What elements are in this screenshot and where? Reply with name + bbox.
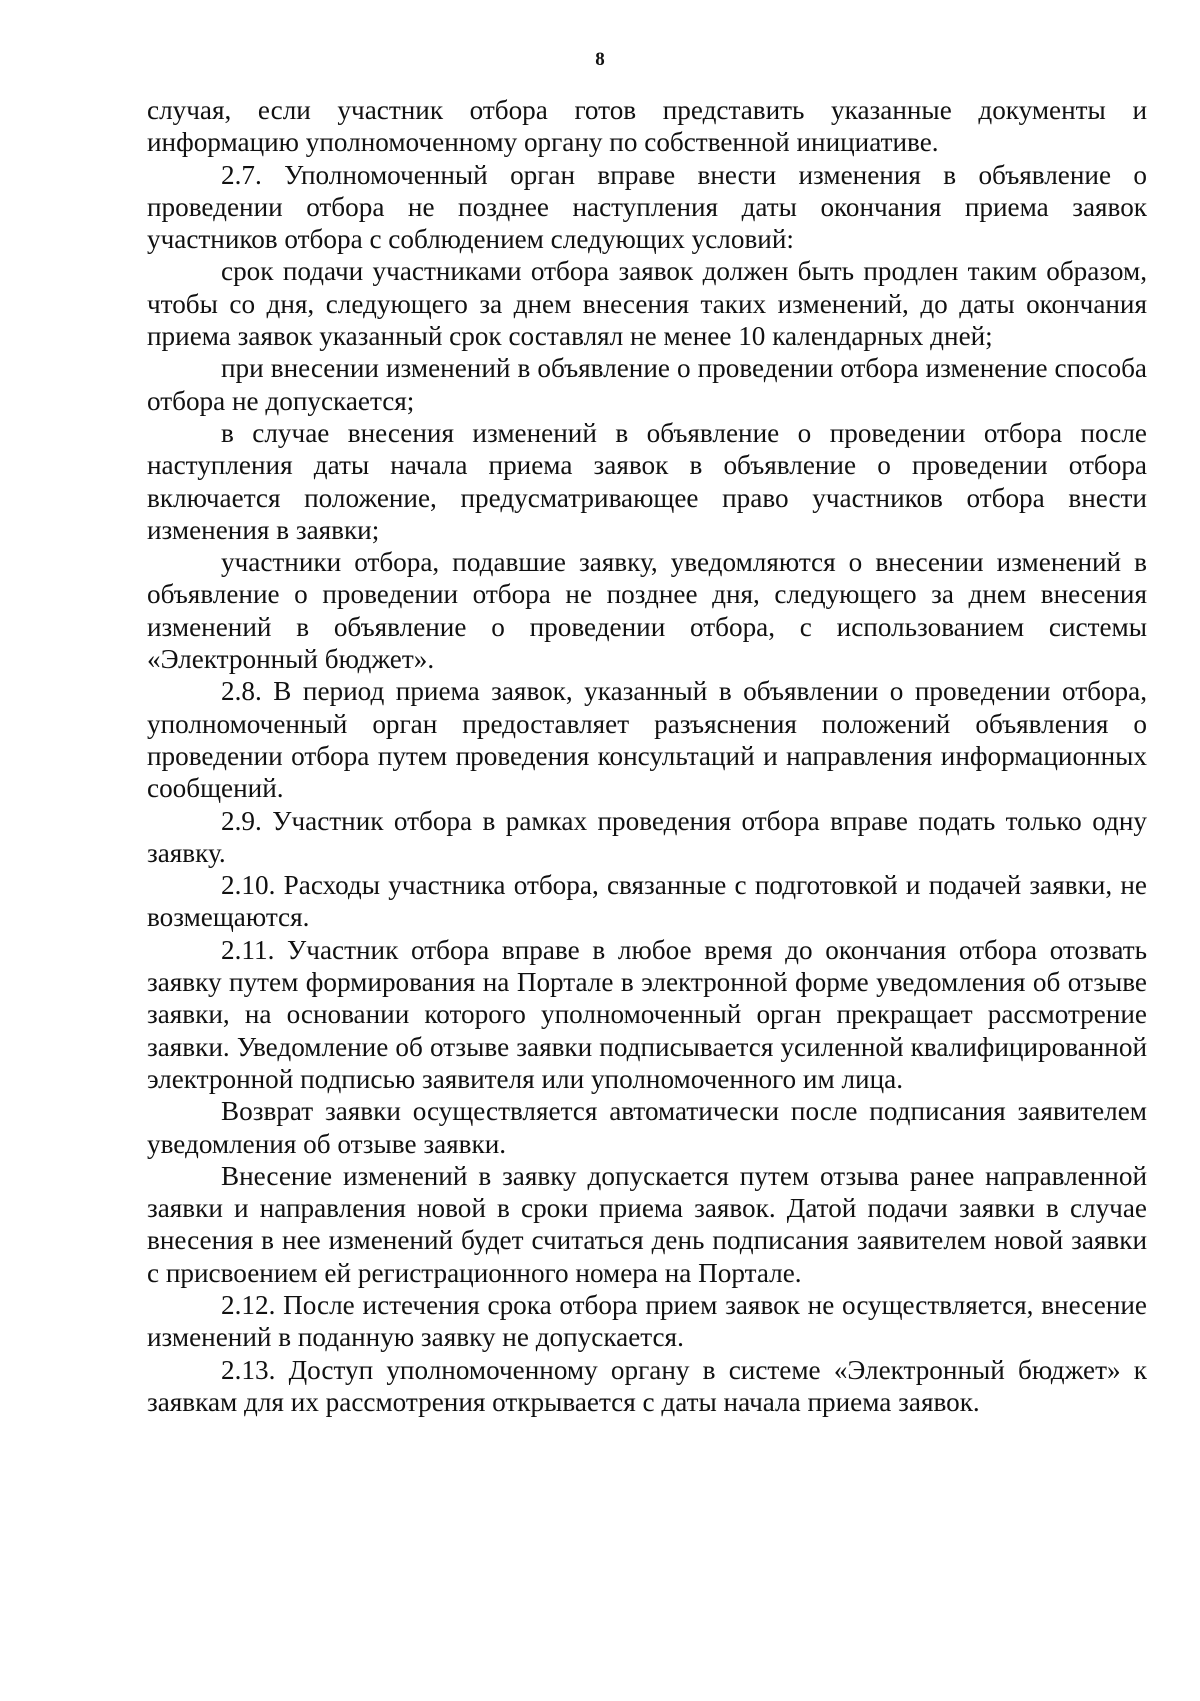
page-number: 8 [595, 49, 605, 70]
document-body [147, 94, 1147, 1418]
paragraph-2-13: 2.13. Доступ уполномоченному органу в системе «Электронный бюджет» к заявкам для их рассмотрения открывается с даты начала приема заявок. [147, 1354, 1147, 1417]
paragraph-condition-changes: в случае внесения изменений в объявление о проведении отбора после наступления даты начала приема заявок в объявление о проведении отбора включается положение, предусматривающее право участников отбора внести изменения в заявки; [147, 417, 1147, 545]
paragraph-2-8: 2.8. В период приема заявок, указанный в объявлении о проведении отбора, уполномоченный орган предоставляет разъяснения положений объявления о проведении отбора путем проведения консультаций и направления информационных сообщений. [147, 676, 1147, 804]
paragraph-2-7: 2.7. Уполномоченный орган вправе внести изменения в объявление о проведении отбора не позднее наступления даты окончания приема заявок участников отбора с соблюдением следующих условий: [147, 159, 1147, 255]
paragraph-continuation: случая, если участник отбора готов представить указанные документы и информацию уполномоченному органу по собственной инициативе. [147, 95, 1147, 158]
paragraph-amendment: Внесение изменений в заявку допускается путем отзыва ранее направленной заявки и направления новой в сроки приема заявок. Датой подачи заявки в случае внесения в нее изменений будет считаться день подписания заявителем новой заявки с присвоением ей регистрационного номера на Портале. [147, 1160, 1147, 1288]
paragraph-2-9: 2.9. Участник отбора в рамках проведения отбора вправе подать только одну заявку. [147, 805, 1147, 868]
paragraph-2-10: 2.10. Расходы участника отбора, связанные с подготовкой и подачей заявки, не возмещаются. [147, 870, 1147, 933]
paragraph-condition-method: при внесении изменений в объявление о проведении отбора изменение способа отбора не допускается; [147, 353, 1147, 416]
paragraph-condition-notify: участники отбора, подавшие заявку, уведомляются о внесении изменений в объявление о проведении отбора не позднее дня, следующего за днем внесения изменений в объявление о проведении отбора, с использованием системы «Электронный бюджет». [147, 547, 1147, 675]
paragraph-return: Возврат заявки осуществляется автоматически после подписания заявителем уведомления об отзыве заявки. [147, 1096, 1147, 1159]
paragraph-2-12: 2.12. После истечения срока отбора прием заявок не осуществляется, внесение изменений в поданную заявку не допускается. [147, 1289, 1147, 1353]
paragraph-condition-term: срок подачи участниками отбора заявок должен быть продлен таким образом, чтобы со дня, следующего за днем внесения таких изменений, до даты окончания приема заявок указанный срок составлял не менее 10 календарных дней; [147, 256, 1147, 352]
paragraph-2-11: 2.11. Участник отбора вправе в любое время до окончания отбора отозвать заявку путем формирования на Портале в электронной форме уведомления об отзыве заявки, на основании которого уполномоченный орган прекращает рассмотрение заявки. Уведомление об отзыве заявки подписывается усиленной квалифицированной электронной подписью заявителя или уполномоченного им лица. [147, 934, 1147, 1094]
